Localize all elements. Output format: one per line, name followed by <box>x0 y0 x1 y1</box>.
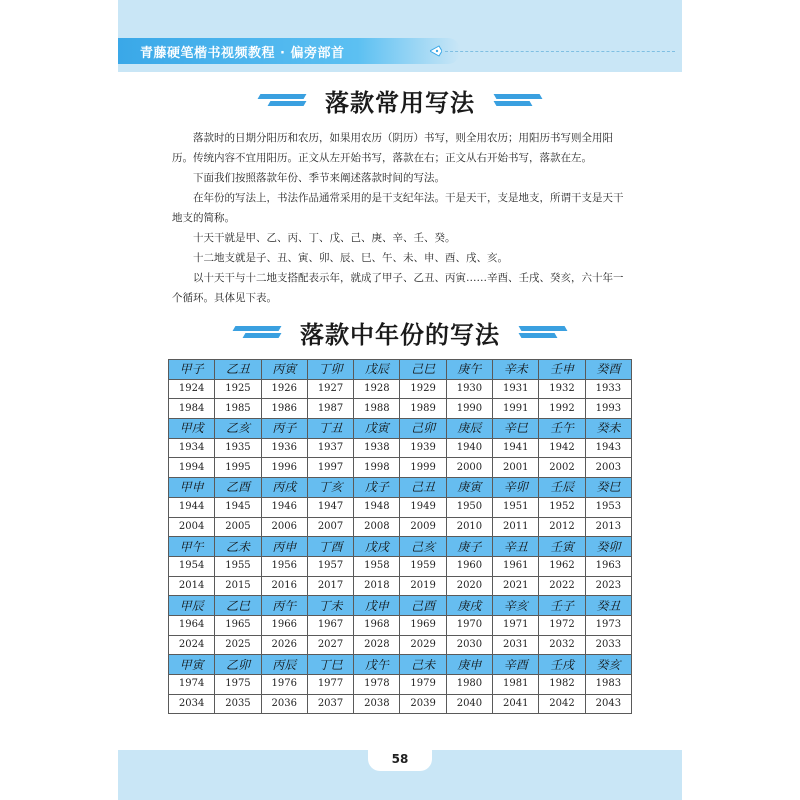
year-cell: 1937 <box>307 438 353 458</box>
ganzhi-cell: 己未 <box>400 655 446 675</box>
year-row <box>169 576 632 596</box>
year-cell: 2016 <box>261 576 307 596</box>
year-row <box>169 635 632 655</box>
year-cell: 2017 <box>307 576 353 596</box>
ganzhi-cell: 癸丑 <box>585 596 631 616</box>
section-heading-1 <box>0 80 800 120</box>
body-text <box>172 128 632 308</box>
ganzhi-cell: 丙子 <box>261 419 307 439</box>
ganzhi-row <box>169 360 632 380</box>
ganzhi-cell: 丙申 <box>261 537 307 557</box>
year-cell: 1940 <box>446 438 492 458</box>
year-cell: 2002 <box>539 458 585 478</box>
year-cell: 1980 <box>446 675 492 695</box>
pen-nib-icon <box>430 44 442 58</box>
year-cell: 2021 <box>493 576 539 596</box>
ganzhi-cell: 戊辰 <box>354 360 400 380</box>
ganzhi-cell: 辛卯 <box>493 478 539 498</box>
ganzhi-cell: 癸亥 <box>585 655 631 675</box>
year-cell: 1963 <box>585 556 631 576</box>
year-cell: 1998 <box>354 458 400 478</box>
year-cell: 1930 <box>446 379 492 399</box>
header-banner <box>118 38 460 64</box>
year-cell: 1941 <box>493 438 539 458</box>
year-cell: 1967 <box>307 615 353 635</box>
year-cell: 1959 <box>400 556 446 576</box>
year-cell: 2001 <box>493 458 539 478</box>
ganzhi-cell: 丁未 <box>307 596 353 616</box>
year-row <box>169 458 632 478</box>
year-cell: 1961 <box>493 556 539 576</box>
paragraph: 下面我们按照落款年份、季节来阐述落款时间的写法。 <box>193 172 445 184</box>
ganzhi-cell: 壬午 <box>539 419 585 439</box>
year-cell: 1951 <box>493 497 539 517</box>
year-cell: 2033 <box>585 635 631 655</box>
year-row <box>169 694 632 714</box>
year-cell: 1976 <box>261 675 307 695</box>
year-cell: 1933 <box>585 379 631 399</box>
year-cell: 1995 <box>215 458 261 478</box>
ganzhi-cell: 癸巳 <box>585 478 631 498</box>
year-cell: 1975 <box>215 675 261 695</box>
ganzhi-cell: 乙亥 <box>215 419 261 439</box>
ganzhi-cell: 戊戌 <box>354 537 400 557</box>
section-title-2: 落款中年份的写法 <box>300 320 500 349</box>
ganzhi-cell: 戊子 <box>354 478 400 498</box>
year-cell: 2042 <box>539 694 585 714</box>
year-cell: 2013 <box>585 517 631 537</box>
year-cell: 2034 <box>169 694 215 714</box>
ganzhi-cell: 辛亥 <box>493 596 539 616</box>
ganzhi-cell: 丁亥 <box>307 478 353 498</box>
year-cell: 1953 <box>585 497 631 517</box>
year-cell: 2006 <box>261 517 307 537</box>
year-cell: 2008 <box>354 517 400 537</box>
ganzhi-cell: 乙丑 <box>215 360 261 380</box>
ganzhi-cell: 壬辰 <box>539 478 585 498</box>
ganzhi-cell: 庚申 <box>446 655 492 675</box>
year-cell: 2041 <box>493 694 539 714</box>
year-cell: 1984 <box>169 399 215 419</box>
ganzhi-year-table <box>168 359 632 714</box>
ganzhi-row <box>169 478 632 498</box>
ganzhi-cell: 戊午 <box>354 655 400 675</box>
year-cell: 1965 <box>215 615 261 635</box>
year-cell: 1932 <box>539 379 585 399</box>
year-cell: 1929 <box>400 379 446 399</box>
ganzhi-cell: 庚戌 <box>446 596 492 616</box>
year-cell: 2019 <box>400 576 446 596</box>
ganzhi-cell: 壬申 <box>539 360 585 380</box>
year-cell: 2000 <box>446 458 492 478</box>
ganzhi-cell: 庚寅 <box>446 478 492 498</box>
year-cell: 1936 <box>261 438 307 458</box>
paragraph: 十天干就是甲、乙、丙、丁、戊、己、庚、辛、壬、癸。 <box>193 232 456 244</box>
year-row <box>169 399 632 419</box>
year-cell: 2027 <box>307 635 353 655</box>
title-stripes-right-icon <box>495 94 541 106</box>
year-cell: 2032 <box>539 635 585 655</box>
year-cell: 1955 <box>215 556 261 576</box>
year-cell: 2022 <box>539 576 585 596</box>
paragraph: 以十天干与十二地支搭配表示年，就成了甲子、乙丑、丙寅……辛酉、壬戌、癸亥，六十年一个循环。具体见下表。 <box>172 272 624 304</box>
year-cell: 2035 <box>215 694 261 714</box>
year-cell: 1956 <box>261 556 307 576</box>
year-cell: 1950 <box>446 497 492 517</box>
year-cell: 2040 <box>446 694 492 714</box>
year-cell: 1960 <box>446 556 492 576</box>
year-cell: 1996 <box>261 458 307 478</box>
ganzhi-cell: 己巳 <box>400 360 446 380</box>
ganzhi-cell: 庚子 <box>446 537 492 557</box>
ganzhi-cell: 乙卯 <box>215 655 261 675</box>
year-cell: 2025 <box>215 635 261 655</box>
ganzhi-cell: 辛丑 <box>493 537 539 557</box>
year-cell: 1947 <box>307 497 353 517</box>
year-cell: 1989 <box>400 399 446 419</box>
ganzhi-cell: 乙巳 <box>215 596 261 616</box>
ganzhi-cell: 甲子 <box>169 360 215 380</box>
year-cell: 2023 <box>585 576 631 596</box>
year-cell: 1991 <box>493 399 539 419</box>
year-cell: 2038 <box>354 694 400 714</box>
year-cell: 2029 <box>400 635 446 655</box>
year-row <box>169 497 632 517</box>
ganzhi-cell: 丁酉 <box>307 537 353 557</box>
year-cell: 1986 <box>261 399 307 419</box>
ganzhi-cell: 辛巳 <box>493 419 539 439</box>
year-cell: 1993 <box>585 399 631 419</box>
year-cell: 2009 <box>400 517 446 537</box>
year-cell: 1988 <box>354 399 400 419</box>
ganzhi-cell: 乙酉 <box>215 478 261 498</box>
year-cell: 1974 <box>169 675 215 695</box>
year-cell: 1924 <box>169 379 215 399</box>
year-cell: 1973 <box>585 615 631 635</box>
year-cell: 2007 <box>307 517 353 537</box>
ganzhi-cell: 甲午 <box>169 537 215 557</box>
year-cell: 1926 <box>261 379 307 399</box>
year-cell: 1957 <box>307 556 353 576</box>
year-cell: 1968 <box>354 615 400 635</box>
year-cell: 1981 <box>493 675 539 695</box>
year-cell: 1927 <box>307 379 353 399</box>
year-cell: 1958 <box>354 556 400 576</box>
year-cell: 2010 <box>446 517 492 537</box>
year-cell: 1935 <box>215 438 261 458</box>
year-cell: 1954 <box>169 556 215 576</box>
section-title-1: 落款常用写法 <box>325 88 475 117</box>
year-cell: 1945 <box>215 497 261 517</box>
ganzhi-cell: 甲戌 <box>169 419 215 439</box>
year-cell: 1970 <box>446 615 492 635</box>
ganzhi-cell: 己亥 <box>400 537 446 557</box>
ganzhi-cell: 丙辰 <box>261 655 307 675</box>
year-row <box>169 517 632 537</box>
page-number: 58 <box>368 747 432 771</box>
year-cell: 1928 <box>354 379 400 399</box>
ganzhi-cell: 戊寅 <box>354 419 400 439</box>
year-cell: 2039 <box>400 694 446 714</box>
year-cell: 2036 <box>261 694 307 714</box>
ganzhi-cell: 癸卯 <box>585 537 631 557</box>
year-cell: 1982 <box>539 675 585 695</box>
ganzhi-cell: 丁卯 <box>307 360 353 380</box>
ganzhi-cell: 辛酉 <box>493 655 539 675</box>
year-cell: 1985 <box>215 399 261 419</box>
year-cell: 2015 <box>215 576 261 596</box>
year-cell: 1997 <box>307 458 353 478</box>
year-cell: 2031 <box>493 635 539 655</box>
ganzhi-row <box>169 419 632 439</box>
ganzhi-cell: 戊申 <box>354 596 400 616</box>
year-cell: 1972 <box>539 615 585 635</box>
title-stripes-right-icon <box>520 326 566 338</box>
year-cell: 1942 <box>539 438 585 458</box>
year-cell: 1979 <box>400 675 446 695</box>
year-cell: 1943 <box>585 438 631 458</box>
section-heading-2 <box>0 312 800 352</box>
ganzhi-row <box>169 596 632 616</box>
year-cell: 1994 <box>169 458 215 478</box>
year-cell: 1987 <box>307 399 353 419</box>
year-cell: 2030 <box>446 635 492 655</box>
ganzhi-cell: 丁丑 <box>307 419 353 439</box>
year-cell: 2020 <box>446 576 492 596</box>
ganzhi-cell: 癸未 <box>585 419 631 439</box>
ganzhi-cell: 庚辰 <box>446 419 492 439</box>
ganzhi-cell: 己丑 <box>400 478 446 498</box>
header-title: 青藤硬笔楷书视频教程 · 偏旁部首 <box>140 45 345 61</box>
ganzhi-cell: 丙寅 <box>261 360 307 380</box>
ganzhi-cell: 丙戌 <box>261 478 307 498</box>
year-cell: 1969 <box>400 615 446 635</box>
year-cell: 1983 <box>585 675 631 695</box>
year-row <box>169 438 632 458</box>
year-cell: 2037 <box>307 694 353 714</box>
year-cell: 1999 <box>400 458 446 478</box>
ganzhi-cell: 辛未 <box>493 360 539 380</box>
title-stripes-left-icon <box>259 94 305 106</box>
year-cell: 1962 <box>539 556 585 576</box>
ganzhi-cell: 庚午 <box>446 360 492 380</box>
year-row <box>169 675 632 695</box>
ganzhi-cell: 甲辰 <box>169 596 215 616</box>
year-cell: 2005 <box>215 517 261 537</box>
ganzhi-cell: 己酉 <box>400 596 446 616</box>
year-cell: 2004 <box>169 517 215 537</box>
year-cell: 1966 <box>261 615 307 635</box>
year-cell: 1990 <box>446 399 492 419</box>
year-cell: 2024 <box>169 635 215 655</box>
year-cell: 1946 <box>261 497 307 517</box>
ganzhi-cell: 丙午 <box>261 596 307 616</box>
ganzhi-cell: 壬子 <box>539 596 585 616</box>
ganzhi-cell: 甲申 <box>169 478 215 498</box>
year-cell: 1992 <box>539 399 585 419</box>
year-cell: 1938 <box>354 438 400 458</box>
year-cell: 1949 <box>400 497 446 517</box>
paragraph: 十二地支就是子、丑、寅、卯、辰、巳、午、未、申、酉、戌、亥。 <box>193 252 508 264</box>
year-cell: 1952 <box>539 497 585 517</box>
ganzhi-cell: 癸酉 <box>585 360 631 380</box>
year-cell: 1934 <box>169 438 215 458</box>
title-stripes-left-icon <box>234 326 280 338</box>
year-cell: 1948 <box>354 497 400 517</box>
ganzhi-cell: 乙未 <box>215 537 261 557</box>
year-row <box>169 615 632 635</box>
year-cell: 2011 <box>493 517 539 537</box>
ganzhi-cell: 丁巳 <box>307 655 353 675</box>
ganzhi-row <box>169 655 632 675</box>
year-cell: 1925 <box>215 379 261 399</box>
ganzhi-cell: 己卯 <box>400 419 446 439</box>
year-cell: 1939 <box>400 438 446 458</box>
year-cell: 1978 <box>354 675 400 695</box>
year-cell: 2003 <box>585 458 631 478</box>
year-cell: 1944 <box>169 497 215 517</box>
ganzhi-cell: 甲寅 <box>169 655 215 675</box>
year-cell: 2018 <box>354 576 400 596</box>
year-cell: 2028 <box>354 635 400 655</box>
header-dashed-line <box>445 51 675 52</box>
paragraph: 落款时的日期分阳历和农历，如果用农历（阴历）书写，则全用农历；用阳历书写则全用阳历。传统内容不宜用阳历。正文从左开始书写，落款在右；正文从右开始书写，落款在左。 <box>172 132 613 164</box>
year-row <box>169 556 632 576</box>
year-cell: 2026 <box>261 635 307 655</box>
ganzhi-cell: 壬寅 <box>539 537 585 557</box>
paragraph: 在年份的写法上，书法作品通常采用的是干支纪年法。干是天干，支是地支，所谓干支是天干地支的简称。 <box>172 192 624 224</box>
year-cell: 1971 <box>493 615 539 635</box>
year-cell: 1931 <box>493 379 539 399</box>
year-cell: 2043 <box>585 694 631 714</box>
year-cell: 1977 <box>307 675 353 695</box>
year-cell: 1964 <box>169 615 215 635</box>
year-cell: 2012 <box>539 517 585 537</box>
ganzhi-row <box>169 537 632 557</box>
year-row <box>169 379 632 399</box>
ganzhi-cell: 壬戌 <box>539 655 585 675</box>
year-cell: 2014 <box>169 576 215 596</box>
